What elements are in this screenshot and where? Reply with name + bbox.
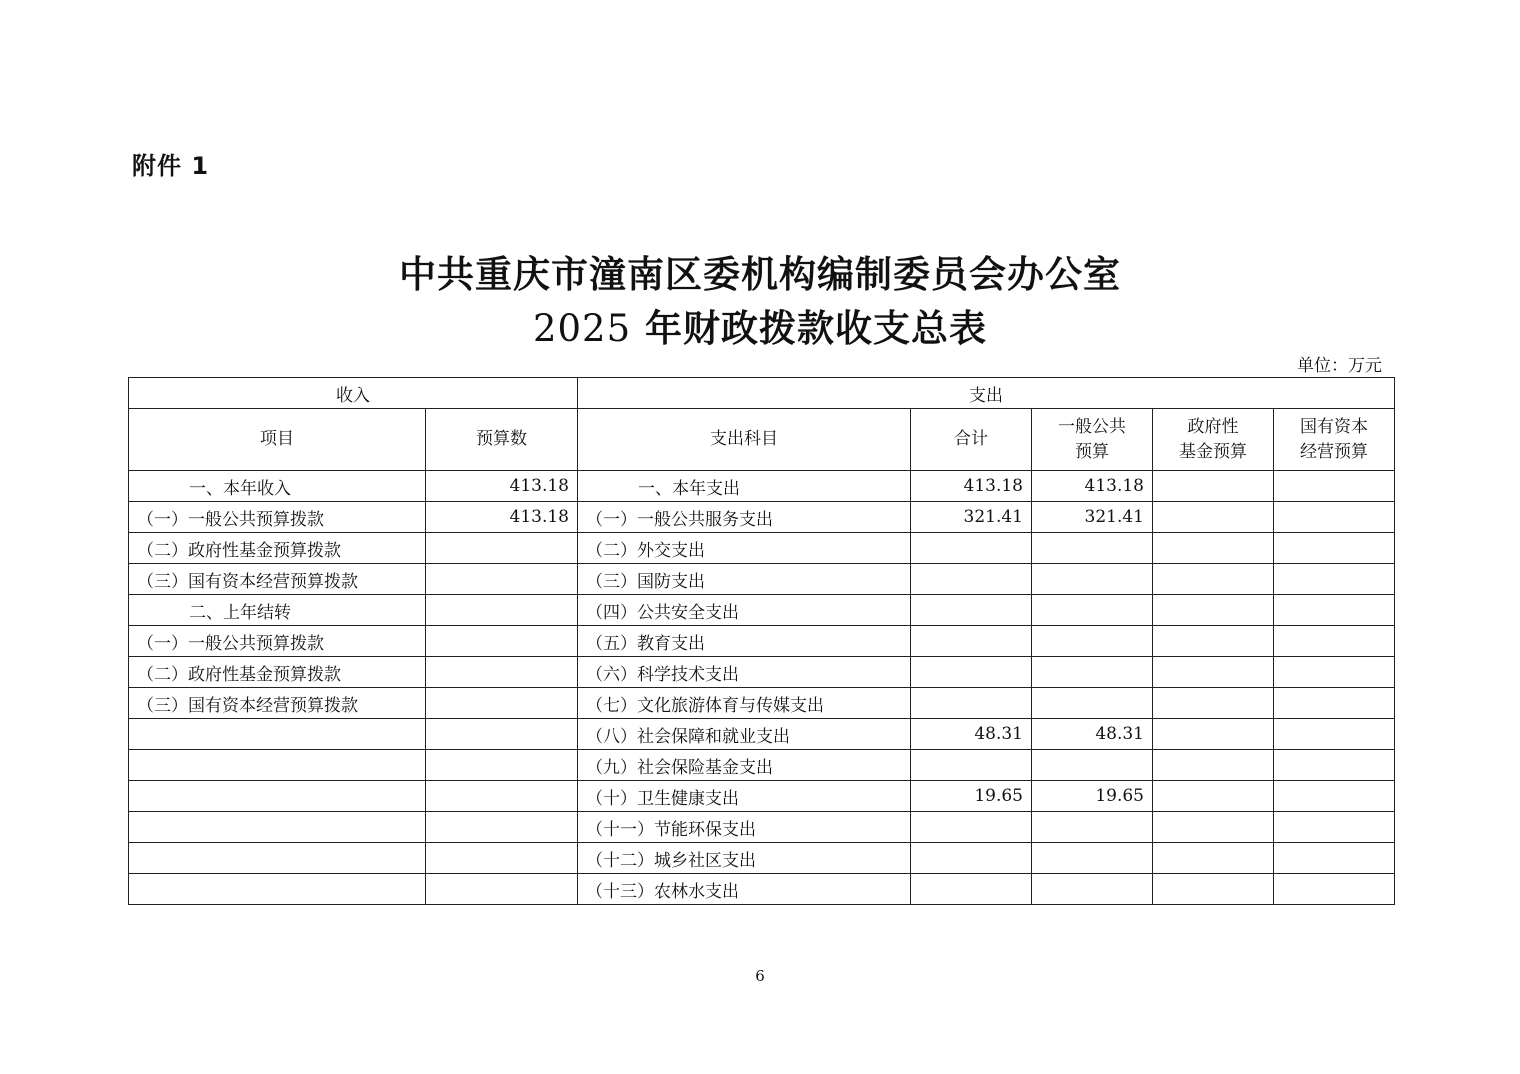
total-cell [911, 812, 1032, 843]
title-rest: 年财政拨款收支总表 [645, 306, 988, 350]
state-capital-cell [1274, 688, 1395, 719]
general-public-cell [1032, 843, 1153, 874]
gov-fund-cell [1153, 750, 1274, 781]
state-capital-cell [1274, 781, 1395, 812]
general-public-cell [1032, 688, 1153, 719]
expense-item-cell: （十一）节能环保支出 [578, 812, 911, 843]
income-item-cell: （一）一般公共预算拨款 [129, 502, 426, 533]
document-title-line1: 中共重庆市潼南区委机构编制委员会办公室 [399, 252, 1121, 296]
expense-item-cell: （九）社会保险基金支出 [578, 750, 911, 781]
income-item-cell [129, 874, 426, 905]
expense-item-cell: （十三）农林水支出 [578, 874, 911, 905]
income-item-cell: 二、上年结转 [129, 595, 426, 626]
table-row [129, 719, 1395, 750]
state-capital-cell [1274, 595, 1395, 626]
income-amount-cell [426, 533, 578, 564]
income-header: 收入 [129, 378, 578, 409]
col-header-gov-fund: 政府性 基金预算 [1153, 409, 1274, 471]
income-amount-cell [426, 843, 578, 874]
income-amount-cell [426, 781, 578, 812]
general-public-cell [1032, 812, 1153, 843]
income-item-cell: （二）政府性基金预算拨款 [129, 533, 426, 564]
state-capital-cell [1274, 843, 1395, 874]
gov-fund-cell [1153, 564, 1274, 595]
state-capital-cell [1274, 533, 1395, 564]
col-header-state-capital: 国有资本 经营预算 [1274, 409, 1395, 471]
total-cell [911, 688, 1032, 719]
gov-fund-cell [1153, 657, 1274, 688]
col-header-general-public: 一般公共 预算 [1032, 409, 1153, 471]
general-public-cell [1032, 533, 1153, 564]
general-public-cell: 413.18 [1032, 471, 1153, 502]
expense-item-cell: （十）卫生健康支出 [578, 781, 911, 812]
total-cell [911, 843, 1032, 874]
income-item-cell [129, 719, 426, 750]
income-item-cell: （三）国有资本经营预算拨款 [129, 564, 426, 595]
expense-item-cell: （四）公共安全支出 [578, 595, 911, 626]
col-header-total: 合计 [911, 409, 1032, 471]
column-header-row [129, 409, 1395, 471]
general-public-cell: 321.41 [1032, 502, 1153, 533]
general-public-cell [1032, 595, 1153, 626]
gov-fund-cell [1153, 843, 1274, 874]
total-cell [911, 533, 1032, 564]
expense-item-cell: （一）一般公共服务支出 [578, 502, 911, 533]
income-amount-cell [426, 874, 578, 905]
expense-item-cell: （七）文化旅游体育与传媒支出 [578, 688, 911, 719]
gov-fund-cell [1153, 874, 1274, 905]
state-capital-cell [1274, 471, 1395, 502]
expense-item-cell: （十二）城乡社区支出 [578, 843, 911, 874]
state-capital-cell [1274, 719, 1395, 750]
total-cell [911, 657, 1032, 688]
budget-table [128, 377, 1395, 905]
unit-label: 单位：万元 [1297, 356, 1382, 376]
state-capital-cell [1274, 874, 1395, 905]
total-cell [911, 564, 1032, 595]
gov-fund-cell [1153, 471, 1274, 502]
state-capital-cell [1274, 812, 1395, 843]
general-public-cell [1032, 750, 1153, 781]
col-header-expense-item: 支出科目 [578, 409, 911, 471]
gov-fund-cell [1153, 719, 1274, 750]
state-capital-cell [1274, 564, 1395, 595]
table-row [129, 533, 1395, 564]
table-row [129, 626, 1395, 657]
income-amount-cell [426, 812, 578, 843]
table-row [129, 688, 1395, 719]
income-amount-cell: 413.18 [426, 471, 578, 502]
col-header-budget: 预算数 [426, 409, 578, 471]
income-amount-cell [426, 688, 578, 719]
gov-fund-cell [1153, 812, 1274, 843]
state-capital-cell [1274, 502, 1395, 533]
table-row [129, 874, 1395, 905]
income-item-cell: 一、本年收入 [129, 471, 426, 502]
gov-fund-cell [1153, 688, 1274, 719]
table-row [129, 750, 1395, 781]
table-row [129, 471, 1395, 502]
state-capital-cell [1274, 750, 1395, 781]
expense-item-cell: 一、本年支出 [578, 471, 911, 502]
expense-item-cell: （六）科学技术支出 [578, 657, 911, 688]
income-amount-cell [426, 750, 578, 781]
total-cell [911, 750, 1032, 781]
col-header-item: 项目 [129, 409, 426, 471]
income-amount-cell [426, 564, 578, 595]
expense-item-cell: （二）外交支出 [578, 533, 911, 564]
expense-item-cell: （八）社会保障和就业支出 [578, 719, 911, 750]
general-public-cell [1032, 564, 1153, 595]
income-item-cell [129, 781, 426, 812]
table-row [129, 657, 1395, 688]
group-header-row [129, 378, 1395, 409]
expense-header: 支出 [578, 378, 1395, 409]
total-cell [911, 874, 1032, 905]
general-public-cell [1032, 874, 1153, 905]
income-item-cell [129, 750, 426, 781]
table-row [129, 812, 1395, 843]
gov-fund-cell [1153, 595, 1274, 626]
attachment-label: 附件 1 [132, 152, 210, 180]
gov-fund-cell [1153, 781, 1274, 812]
income-item-cell: （二）政府性基金预算拨款 [129, 657, 426, 688]
title-year: 2025 [532, 307, 632, 350]
income-item-cell: （三）国有资本经营预算拨款 [129, 688, 426, 719]
income-amount-cell [426, 595, 578, 626]
total-cell: 48.31 [911, 719, 1032, 750]
income-item-cell [129, 812, 426, 843]
general-public-cell [1032, 626, 1153, 657]
income-amount-cell [426, 626, 578, 657]
table-row [129, 564, 1395, 595]
income-item-cell: （一）一般公共预算拨款 [129, 626, 426, 657]
general-public-cell: 48.31 [1032, 719, 1153, 750]
gov-fund-cell [1153, 502, 1274, 533]
table-row [129, 595, 1395, 626]
general-public-cell [1032, 657, 1153, 688]
total-cell [911, 595, 1032, 626]
total-cell: 413.18 [911, 471, 1032, 502]
income-amount-cell [426, 719, 578, 750]
expense-item-cell: （三）国防支出 [578, 564, 911, 595]
total-cell: 321.41 [911, 502, 1032, 533]
income-amount-cell: 413.18 [426, 502, 578, 533]
income-amount-cell [426, 657, 578, 688]
table-row [129, 502, 1395, 533]
expense-item-cell: （五）教育支出 [578, 626, 911, 657]
income-item-cell [129, 843, 426, 874]
state-capital-cell [1274, 626, 1395, 657]
table-row [129, 781, 1395, 812]
gov-fund-cell [1153, 533, 1274, 564]
table-row [129, 843, 1395, 874]
page-number: 6 [755, 967, 765, 985]
document-title-line2 [0, 298, 1520, 352]
state-capital-cell [1274, 657, 1395, 688]
gov-fund-cell [1153, 626, 1274, 657]
total-cell: 19.65 [911, 781, 1032, 812]
total-cell [911, 626, 1032, 657]
general-public-cell: 19.65 [1032, 781, 1153, 812]
